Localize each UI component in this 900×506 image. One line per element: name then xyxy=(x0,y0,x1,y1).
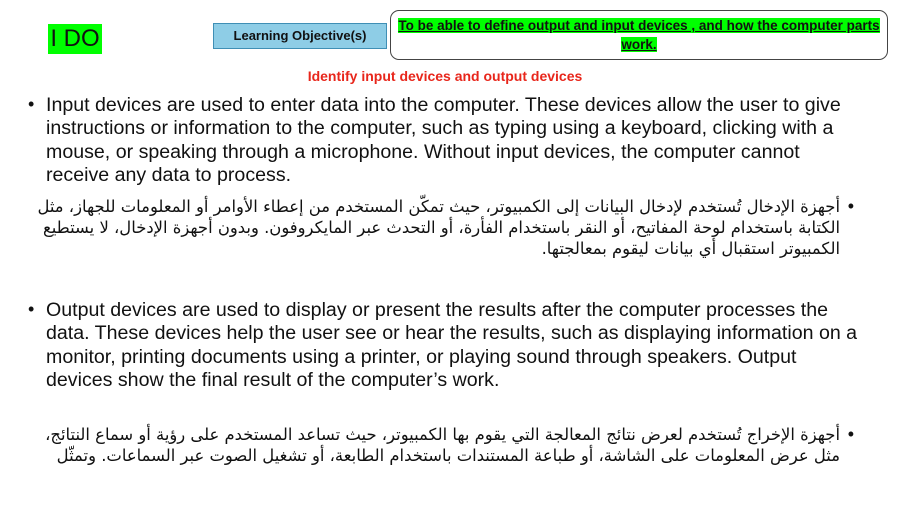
learning-objective-box xyxy=(390,10,888,60)
bullet-output-en xyxy=(28,299,858,393)
bullet-input-en xyxy=(28,94,858,188)
learning-objective-label: Learning Objective(s) xyxy=(213,23,387,49)
bullet-input-ar-text: أجهزة الإدخال تُستخدم لإدخال البيانات إلى الكمبيوتر، حيث تمكّن المستخدم من إعطاء الأوامر أو المعلومات للجهاز، مثل الكتابة باستخدام لوحة المفاتيح، أو النقر باستخدام الفأرة، أو التحدث عبر المايكروفون. وبدون أجهزة الإدخال، لا يستطيع الكمبيوتر استقبال أي بيانات ليقوم بمعالجتها. xyxy=(37,197,840,258)
bullet-output-ar-text: أجهزة الإخراج تُستخدم لعرض نتائج المعالجة التي يقوم بها الكمبيوتر، حيث تساعد المستخدم على رؤية أو سماع النتائج، مثل عرض المعلومات على الشاشة، أو طباعة المستندات باستخدام الطابعة، أو تشغيل الصوت عبر السماعات. وتمثّل xyxy=(45,425,840,465)
bullet-output-en-text: Output devices are used to display or present the results after the computer processes the data. These devices help the user see or hear the results, such as displaying information on a monitor, printing documents using a printer, or playing sound through speakers. Output devices show the final result of the computer’s work. xyxy=(46,299,858,392)
bullet-input-ar xyxy=(28,196,854,259)
bullet-dot: • xyxy=(28,94,35,114)
bullet-dot: • xyxy=(28,299,35,319)
bullet-dot: • xyxy=(847,196,854,216)
learning-objective-text: To be able to define output and input devices , and how the computer parts work. xyxy=(398,18,880,52)
slide-subtitle: Identify input devices and output devices xyxy=(307,68,583,84)
bullet-input-en-text: Input devices are used to enter data into the computer. These devices allow the user to give instructions or information to the computer, such as typing using a keyboard, clicking with a mouse, or speaking through a microphone. Without input devices, the computer cannot receive any data to process. xyxy=(46,94,841,187)
bullet-output-ar xyxy=(28,424,854,466)
i-do-label: I DO xyxy=(48,24,102,54)
bullet-dot: • xyxy=(847,424,854,444)
